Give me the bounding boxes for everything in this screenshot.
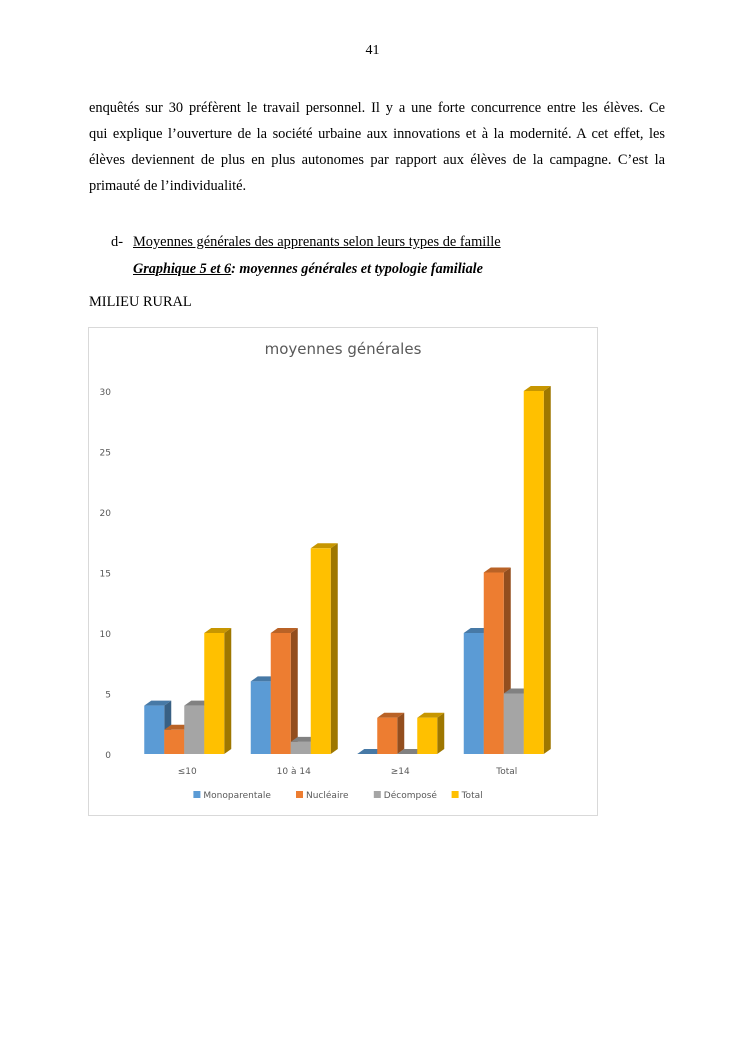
y-tick-label: 25 — [99, 448, 111, 459]
y-tick-label: 30 — [99, 388, 111, 398]
bar-total-total-side — [544, 386, 551, 754]
chart-container — [88, 327, 598, 816]
bar-10-a-14-total — [311, 548, 331, 754]
bar-10-a-14-total-side — [331, 543, 338, 754]
bar-chart — [89, 328, 597, 815]
bar-total-monoparentale — [464, 633, 484, 754]
legend-label-monoparentale: Monoparentale — [203, 791, 271, 801]
legend-label-decompose: Décomposé — [383, 791, 437, 801]
paragraph-line: primauté de l’individualité. — [89, 178, 247, 194]
section-heading — [111, 234, 501, 251]
x-tick-label: ≥14 — [390, 767, 410, 777]
bar-10-total-side — [224, 628, 231, 754]
bar-total-total — [524, 391, 544, 754]
page-number: 41 — [365, 43, 380, 58]
figure-reference: Graphique 5 et 6 — [133, 261, 232, 277]
bar-14-nucleaire-side — [397, 713, 404, 754]
x-tick-label: Total — [496, 767, 518, 777]
y-tick-label: 20 — [99, 509, 111, 519]
bar-10-monoparentale — [144, 706, 164, 754]
body-paragraph — [89, 95, 665, 199]
bar-10-decompose — [184, 706, 204, 754]
y-tick-label: 0 — [105, 751, 111, 761]
bar-total-nucleaire — [484, 573, 504, 755]
legend-swatch-total — [452, 791, 459, 798]
section-heading-text: Moyennes générales des apprenants selon leurs types de famille — [133, 234, 501, 250]
bar-10-a-14-decompose — [291, 742, 311, 754]
paragraph-line: élèves deviennent de plus en plus autonomes par rapport aux élèves de la campagne. C’est la — [89, 152, 665, 168]
bar-10-a-14-monoparentale — [251, 681, 271, 754]
figure-caption-text: : moyennes générales et typologie familiale — [231, 261, 483, 277]
section-marker: d- — [111, 234, 123, 250]
bar-14-total — [417, 718, 437, 754]
legend-swatch-decompose — [374, 791, 381, 798]
legend-swatch-monoparentale — [193, 791, 200, 798]
paragraph-line: qui explique l’ouverture de la société urbaine aux innovations et à la modernité. A cet effet, les — [89, 126, 665, 142]
bar-total-decompose — [504, 694, 524, 755]
bar-10-nucleaire — [164, 730, 184, 754]
bar-10-total — [204, 633, 224, 754]
paragraph-line: enquêtés sur 30 préfèrent le travail personnel. Il y a une forte concurrence entre les élèves. Ce — [89, 100, 665, 116]
x-tick-label: 10 à 14 — [276, 767, 311, 777]
legend-label-total: Total — [461, 791, 483, 801]
bar-14-total-side — [437, 713, 444, 754]
bar-10-a-14-nucleaire — [271, 633, 291, 754]
y-tick-label: 15 — [99, 569, 111, 580]
legend-label-nucleaire: Nucléaire — [306, 791, 349, 801]
bar-14-nucleaire — [377, 718, 397, 754]
y-tick-label: 10 — [99, 630, 111, 640]
x-tick-label: ≤10 — [177, 767, 197, 777]
legend-swatch-nucleaire — [296, 791, 303, 798]
bar-10-a-14-nucleaire-side — [291, 628, 298, 754]
y-tick-label: 5 — [105, 690, 111, 701]
figure-caption — [133, 261, 483, 278]
chart-title: moyennes générales — [264, 340, 422, 358]
region-label: MILIEU RURAL — [89, 294, 192, 310]
